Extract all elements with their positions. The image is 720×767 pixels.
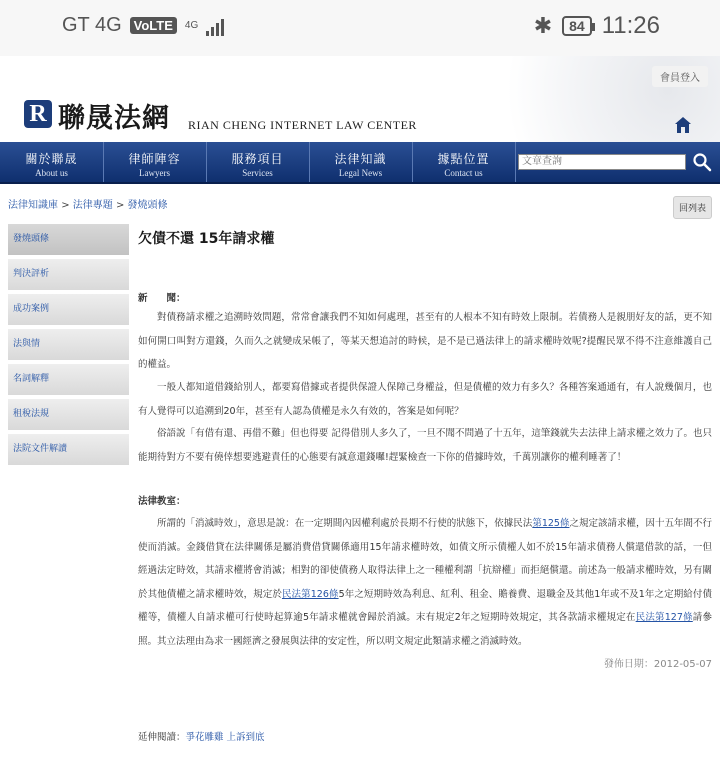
nav-label: 律師陣容 xyxy=(128,152,181,166)
member-login-button[interactable]: 會員登入 xyxy=(652,66,708,87)
nav-sublabel: About us xyxy=(35,168,68,178)
breadcrumb-link-topics[interactable]: 法律專題 xyxy=(72,200,113,211)
breadcrumb-link-headlines[interactable]: 發燒頭條 xyxy=(127,200,168,211)
site-logo-text[interactable]: 聯晟法網 xyxy=(58,103,170,134)
civil-code-126-link[interactable]: 民法第126條 xyxy=(281,588,339,600)
publish-date: 發佈日期：2012-05-07 xyxy=(603,659,712,670)
search-icon[interactable] xyxy=(692,152,712,172)
civil-code-127-link[interactable]: 民法第127條 xyxy=(635,612,693,623)
nav-services[interactable] xyxy=(206,142,310,182)
nav-label: 服務項目 xyxy=(231,152,284,166)
sidebar-item-court-documents[interactable]: 法院文件解讀 xyxy=(8,434,129,465)
signal-icon xyxy=(206,16,224,36)
status-bar xyxy=(0,0,720,56)
nav-label: 關於聯晟 xyxy=(25,152,78,166)
status-left xyxy=(62,14,224,37)
sidebar-item-success-cases[interactable]: 成功案例 xyxy=(8,294,129,325)
sidebar xyxy=(8,224,129,469)
clock: 11:26 xyxy=(601,12,660,39)
breadcrumb-separator: > xyxy=(61,200,70,211)
carrier-label: GT 4G xyxy=(62,14,122,36)
volte-badge: VoLTE xyxy=(130,17,177,34)
nav-sublabel: Contact us xyxy=(444,168,483,178)
paragraph-text: 所謂的「消滅時效」，意思是說：在一定期間內因權利處於長期不行使的狀態下，依據民法 xyxy=(157,518,533,529)
search-input[interactable]: 文章查詢 xyxy=(518,154,686,170)
paragraph-text: 之規定該請求權，因十五年間不行使而消滅。金錢借貸在法律關係是屬消費借貸關係適用15年請求權時效，如債文所示債權人如不於15年請求債務人償還借款的話，一但經過法定時效，其請求權將會消滅；相對的卻使債務人取得法律上之一種權利謂「抗辯權」而拒絕償還。前述為一般請求權時效，另有關於其他債權之請求權時效，規定於 xyxy=(138,518,712,600)
logo-icon[interactable]: R xyxy=(24,100,52,128)
nav-sublabel: Legal News xyxy=(338,168,383,178)
breadcrumb-separator: > xyxy=(115,200,125,211)
network-type: 4G xyxy=(184,19,199,31)
nav-lawyers[interactable] xyxy=(103,142,207,182)
nav-sublabel: Lawyers xyxy=(139,168,170,178)
article-title: 欠債不還 15年請求權 xyxy=(138,231,275,247)
news-label: 新 聞： xyxy=(138,293,186,304)
site-header xyxy=(0,56,720,142)
civil-code-125-link[interactable]: 第125條 xyxy=(532,518,570,529)
breadcrumb-link-knowledge[interactable]: 法律知識庫 xyxy=(8,200,58,211)
back-to-list-button[interactable]: 回列表 xyxy=(673,196,712,219)
status-right xyxy=(534,12,660,40)
paragraph-text: 請參照。其立法理由為求一國經濟之發展與法律的安定性，所以明文規定此類請求權之消滅時效。 xyxy=(138,612,712,647)
sidebar-item-tax-law[interactable]: 租稅法規 xyxy=(8,399,129,430)
nav-label: 法律知識 xyxy=(334,152,387,166)
nav-legal-news[interactable] xyxy=(309,142,413,182)
nav-sublabel: Services xyxy=(242,168,273,178)
law-class-label: 法律教室： xyxy=(138,496,186,507)
sidebar-item-law-and-emotion[interactable]: 法與情 xyxy=(8,329,129,360)
article-paragraph: 一般人都知道借錢給別人，都要寫借據或者提供保證人保障己身權益，但是債權的效力有多久？各種答案通通有，有人說幾個月，也有人覺得可以追溯到20年，甚至有人認為債權是永久有效的，答案是如何呢？ xyxy=(138,382,712,417)
sidebar-item-glossary[interactable]: 名詞解釋 xyxy=(8,364,129,395)
extended-reading-label: 延伸閱讀： xyxy=(138,732,186,743)
breadcrumb xyxy=(8,196,168,211)
article xyxy=(138,228,712,743)
battery-icon: 84 xyxy=(562,16,592,36)
sidebar-item-headlines[interactable]: 發燒頭條 xyxy=(8,224,129,255)
extended-reading-link[interactable]: 爭花雕雞 上訴到底 xyxy=(185,732,265,743)
bluetooth-icon: ✱ xyxy=(533,13,553,38)
nav-about[interactable] xyxy=(0,142,104,182)
article-paragraph: 俗語說「有借有還、再借不難」但也得要 記得借別人多久了，一旦不聞不問過了十五年，這筆錢就失去法律上請求權之效力了。也只能期待對方不要有僥倖想要逃避責任的心態要有誠意還錢囉!趕緊檢查一下你的借據時效，千萬別讓你的權利睡著了！ xyxy=(138,428,712,463)
sidebar-item-judgment-review[interactable]: 判決評析 xyxy=(8,259,129,290)
nav-label: 據點位置 xyxy=(437,152,490,166)
article-paragraph xyxy=(138,512,712,653)
extended-reading xyxy=(138,729,265,743)
nav-contact[interactable] xyxy=(412,142,516,182)
site-logo-subtitle: RIAN CHENG INTERNET LAW CENTER xyxy=(188,118,417,132)
paragraph-text: 5年之短期時效為利息、紅利、租金、贍養費、退職金及其他1年或不及1年之定期給付債權等，債權人自請求權可行使時起算逾5年請求權就會歸於消滅。末有規定2年之短期時效規定，其各款請求權規定在 xyxy=(138,588,712,623)
article-paragraph: 對債務請求權之追溯時效問題，常常會讓我們不知如何處理，甚至有的人根本不知有時效上限制。若債務人是親朋好友的話，更不知如何開口叫對方還錢，久而久之就變成呆帳了，等某天想追討的時候，是不是已過法律上的請求權時效呢?提醒民眾不得不注意維護自己的權益。 xyxy=(138,312,712,370)
home-icon[interactable] xyxy=(674,116,692,134)
